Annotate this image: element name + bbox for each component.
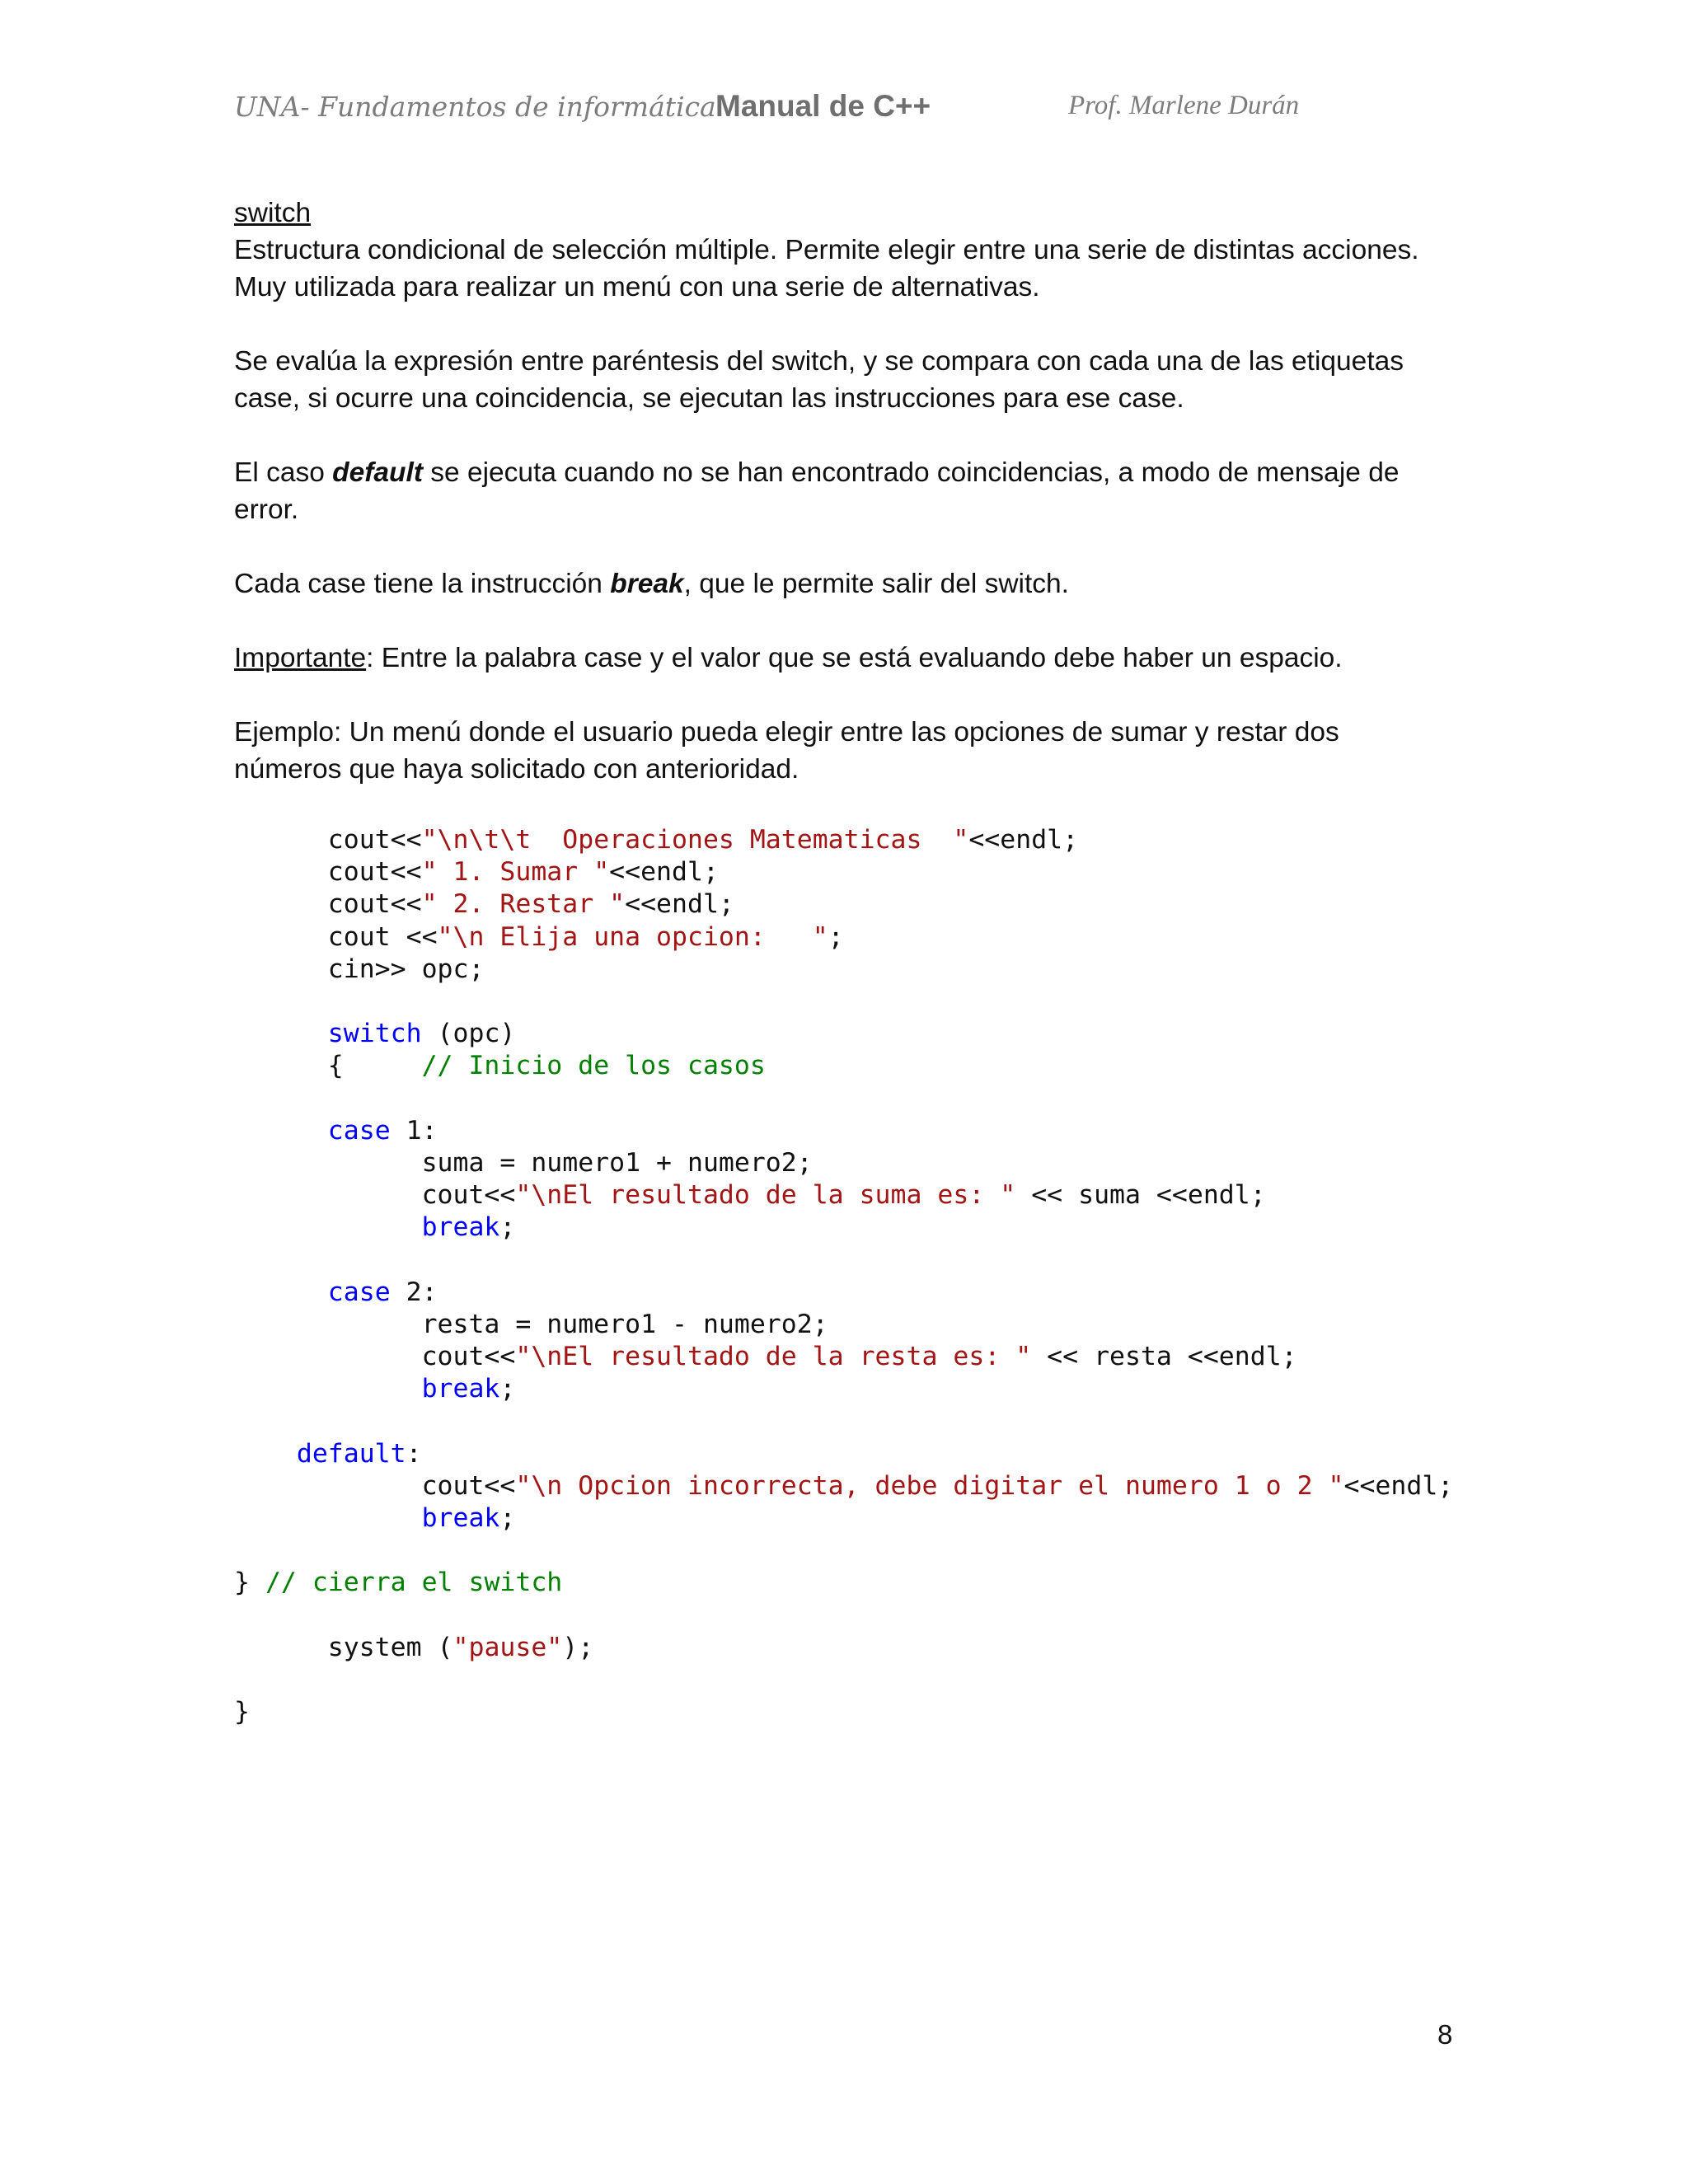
body-text bbox=[234, 194, 1454, 788]
header-title: Manual de C++ bbox=[715, 89, 931, 123]
break-keyword: break bbox=[610, 569, 684, 599]
section-title: switch bbox=[234, 198, 312, 228]
code-line: cout <<"\n Elija una opcion: "; bbox=[234, 921, 844, 952]
para5: Importante: Entre la palabra case y el valor que se está evaluando debe haber un espacio. bbox=[234, 643, 1343, 673]
code-line: cout<<"\n\t\t Operaciones Matematicas "<<endl; bbox=[234, 825, 1079, 855]
header-course: UNA- Fundamentos de informática bbox=[234, 91, 716, 123]
code-line: cout<<"\n Opcion incorrecta, debe digitar el numero 1 o 2 "<<endl; bbox=[234, 1470, 1454, 1501]
code-line: system ("pause"); bbox=[234, 1632, 594, 1662]
para6-line-1: Ejemplo: Un menú donde el usuario pueda elegir entre las opciones de sumar y restar dos bbox=[234, 717, 1339, 748]
code-line: case 2: bbox=[327, 1277, 438, 1307]
code-line: resta = numero1 - numero2; bbox=[234, 1309, 828, 1339]
para6-line-2: números que haya solicitado con anterioridad. bbox=[234, 754, 799, 785]
important-label: Importante bbox=[234, 643, 367, 673]
code-line: cout<<" 2. Restar "<<endl; bbox=[234, 889, 734, 920]
para2-line-2: case, si ocurre una coincidencia, se ejecutan las instrucciones para ese case. bbox=[234, 383, 1184, 414]
code-line: break; bbox=[421, 1502, 516, 1533]
default-keyword: default bbox=[332, 457, 423, 488]
code-block bbox=[234, 824, 1470, 1728]
code-blank-line bbox=[234, 986, 1470, 1018]
intro-line-2: Muy utilizada para realizar un menú con una serie de alternativas. bbox=[234, 272, 1040, 302]
code-line: break; bbox=[421, 1374, 516, 1404]
code-line: break; bbox=[421, 1212, 516, 1243]
code-line: cout<<"\nEl resultado de la resta es: " << resta <<endl; bbox=[234, 1342, 1297, 1371]
code-line: } // cierra el switch bbox=[234, 1568, 563, 1598]
code-line: cout<<"\nEl resultado de la suma es: " << suma <<endl; bbox=[234, 1180, 1266, 1211]
code-line: default: bbox=[296, 1438, 422, 1469]
code-line: cout<<" 1. Sumar "<<endl; bbox=[234, 857, 719, 888]
page-number: 8 bbox=[1437, 2019, 1453, 2050]
code-blank-line bbox=[234, 1244, 1470, 1276]
code-line: cin>> opc; bbox=[234, 954, 485, 984]
para4: Cada case tiene la instrucción break, que le permite salir del switch. bbox=[234, 569, 1069, 599]
code-line: suma = numero1 + numero2; bbox=[234, 1147, 813, 1178]
code-line: case 1: bbox=[327, 1115, 438, 1146]
para2-line-1: Se evalúa la expresión entre paréntesis del switch, y se compara con cada una de las etiquetas bbox=[234, 346, 1404, 377]
code-blank-line bbox=[234, 1664, 1470, 1696]
code-blank-line bbox=[234, 1083, 1470, 1115]
para3-line-1: El caso default se ejecuta cuando no se han encontrado coincidencias, a modo de mensaje de bbox=[234, 457, 1400, 488]
code-blank-line bbox=[234, 1405, 1470, 1437]
code-line: { // Inicio de los casos bbox=[234, 1051, 766, 1081]
header-author: Prof. Marlene Durán bbox=[1068, 91, 1300, 120]
code-blank-line bbox=[234, 1600, 1470, 1632]
intro-line-1: Estructura condicional de selección múltiple. Permite elegir entre una serie de distintas acciones. bbox=[234, 235, 1419, 265]
code-blank-line bbox=[234, 1535, 1470, 1567]
code-line: switch (opc) bbox=[327, 1019, 516, 1049]
para3-line-2: error. bbox=[234, 494, 299, 525]
code-line: } bbox=[234, 1697, 250, 1727]
